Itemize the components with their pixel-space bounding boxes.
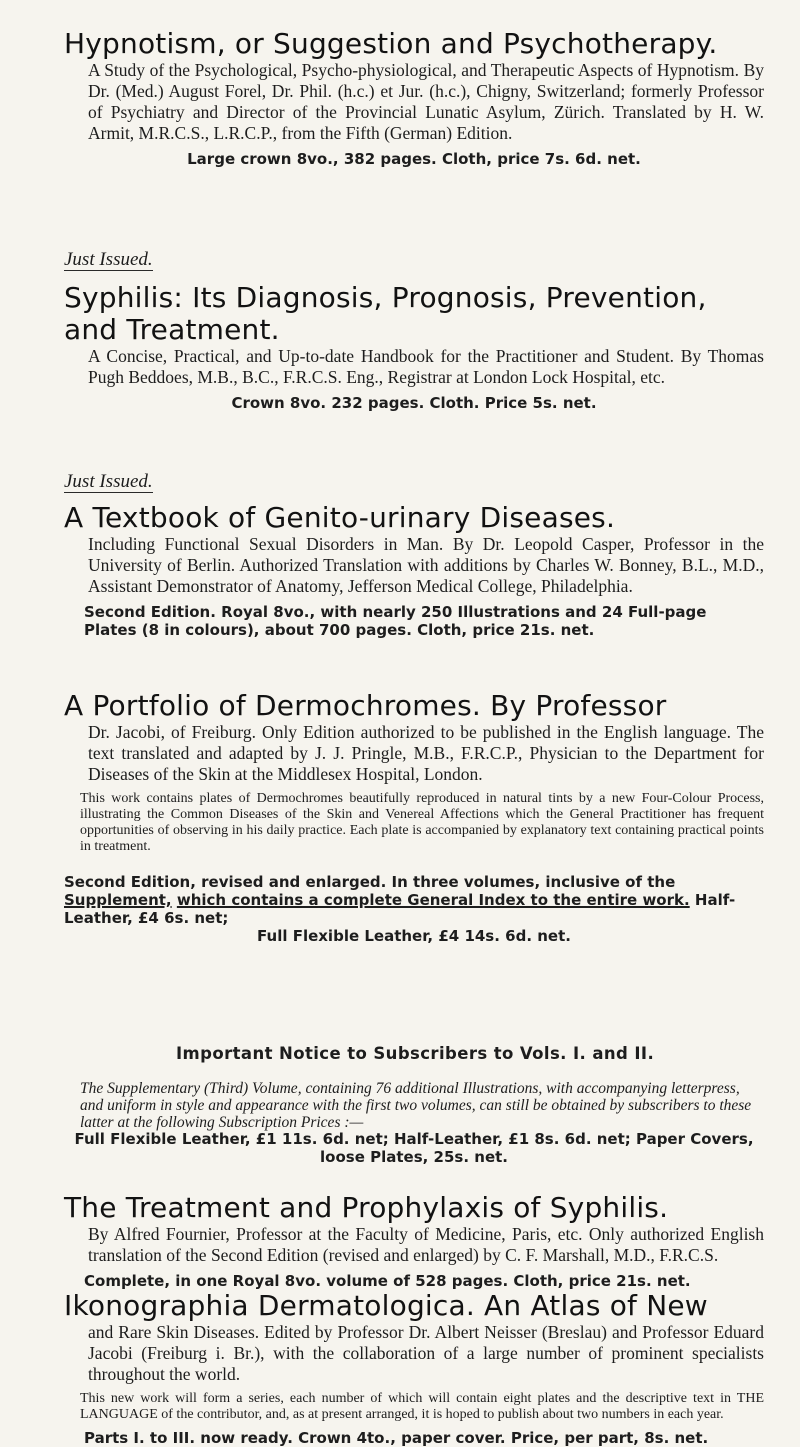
entry-note: This new work will form a series, each number of which will contain eight plates and the descriptive text in THE LANGUAGE of the contributor, and, as at present arranged, it is hoped to publish about two numbers in each year. (80, 1391, 764, 1422)
entry-title: Ikonographia Dermatologica. An Atlas of New (64, 1289, 708, 1322)
entry-publication: Large crown 8vo., 382 pages. Cloth, price 7s. 6d. net. (187, 150, 641, 168)
entry-description: A Study of the Psychological, Psycho-physiological, and Therapeutic Aspects of Hypnotism. By Dr. (Med.) August Forel, Dr. Phil. (h.c.) et Jur. (h.c.), Chigny, Switzerland; formerly Professor of Psychiatry and Director of the Provincial Lunatic Asylum, Zürich. Translated by H. W. Armit, M.R.C.S., L.R.C.P., from the Fifth (German) Edition. (88, 60, 764, 143)
entry-title: Hypnotism, or Suggestion and Psychotherapy. (64, 27, 718, 60)
just-issued-tag: Just Issued. (64, 471, 153, 492)
entry-note: This work contains plates of Dermochromes beautifully reproduced in natural tints by a new Four-Colour Process, illustrating the Common Diseases of the Skin and Venereal Affections which the General Practitioner has frequent opportunities of observing in his daily practice. Each plate is accompanied by explanatory text containing practical points in treatment. (80, 791, 764, 854)
entry-portfolio (64, 690, 764, 945)
entry-publication: Crown 8vo. 232 pages. Cloth. Price 5s. net. (231, 394, 597, 412)
entry-syphilis (64, 282, 764, 412)
edition-supplement: Supplement, (64, 891, 172, 909)
notice-text: The Supplementary (Third) Volume, containing 76 additional Illustrations, with accompanying letterpress, and uniform in style and appearance with the first two volumes, can still be obtained by subscribers to these latter at the following Subscription Prices :— (80, 1080, 752, 1131)
entry-hypnotism (64, 28, 764, 168)
entry-edition (64, 873, 764, 927)
edition-index: which contains a complete General Index to the entire work. (176, 891, 690, 909)
edition-lead: Second Edition, revised and enlarged. In three volumes, inclusive of the (64, 873, 676, 891)
entry-title: The Treatment and Prophylaxis of Syphilis. (64, 1191, 669, 1224)
entry-description: A Concise, Practical, and Up-to-date Handbook for the Practitioner and Student. By Thomas Pugh Beddoes, M.B., B.C., F.R.C.S. Eng., Registrar at London Lock Hospital, etc. (88, 346, 764, 387)
entry-title: Syphilis: Its Diagnosis, Prognosis, Prevention, and Treatment. (64, 281, 707, 346)
entry-description: Dr. Jacobi, of Freiburg. Only Edition authorized to be published in the English language. The text translated and adapted by J. J. Pringle, M.B., F.R.C.P., Physician to the Department for Diseases of the Skin at the Middlesex Hospital, London. (88, 722, 764, 784)
entry-description: By Alfred Fournier, Professor at the Faculty of Medicine, Paris, etc. Only authorized English translation of the Second Edition (revised and enlarged) by C. F. Marshall, M.D., F.R.C.S. (88, 1224, 764, 1265)
entry-title: A Portfolio of Dermochromes. By Professor (64, 689, 667, 722)
entry-publication: Parts I. to III. now ready. Crown 4to., paper cover. Price, per part, 8s. net. (84, 1429, 709, 1447)
entry-description: Including Functional Sexual Disorders in Man. By Dr. Leopold Casper, Professor in the University of Berlin. Authorized Translation with additions by Charles W. Bonney, B.L., M.D., Assistant Demonstrator of Anatomy, Jefferson Medical College, Philadelphia. (88, 534, 764, 596)
edition-half-leather: Half-Leather, £4 6s. net; (64, 891, 736, 927)
notice-prices: Full Flexible Leather, £1 11s. 6d. net; Half-Leather, £1 8s. 6d. net; Paper Covers, loose Plates, 25s. net. (74, 1130, 754, 1166)
just-issued-tag: Just Issued. (64, 249, 153, 270)
entry-treatment (64, 1192, 764, 1290)
entry-publication: Complete, in one Royal 8vo. volume of 528 pages. Cloth, price 21s. net. (84, 1272, 691, 1290)
entry-ikonographia (64, 1289, 764, 1447)
entry-title: A Textbook of Genito-urinary Diseases. (64, 501, 616, 534)
entry-description: and Rare Skin Diseases. Edited by Professor Dr. Albert Neisser (Breslau) and Professor Eduard Jacobi (Freiburg i. Br.), with the collaboration of a large number of prominent specialists throughout the world. (88, 1322, 764, 1384)
entry-genito-urinary (64, 502, 764, 639)
notice-heading: Important Notice to Subscribers to Vols. I. and II. (176, 1044, 655, 1063)
entry-publication: Second Edition. Royal 8vo., with nearly 250 Illustrations and 24 Full-page Plates (8 in colours), about 700 pages. Cloth, price 21s. net. (84, 603, 707, 639)
edition-full-leather: Full Flexible Leather, £4 14s. 6d. net. (257, 927, 571, 945)
